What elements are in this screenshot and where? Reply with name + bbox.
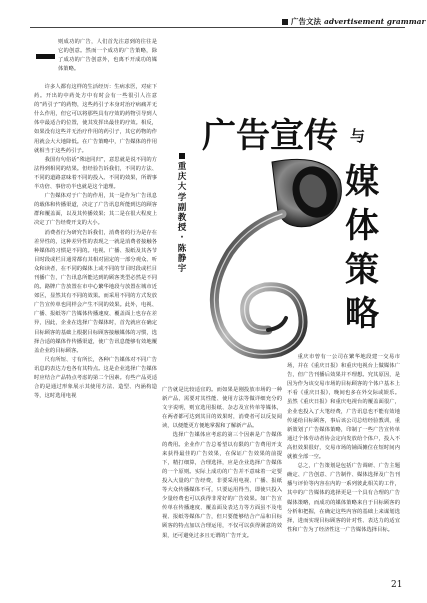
article-column-1 [34, 83, 157, 591]
byline-char: 副 [177, 202, 187, 213]
article-column-2 [162, 386, 282, 591]
paragraph: 选择广告媒体应考虑的第三个因素是广告媒体的费用。企业作广告总希望以有限的广告费用开支来获得最佳的广告效果，在保证广告效果的前提下，精打细算，合理选择，应是企业选择广告媒体的一个原则。实际上成功的广告并不意味着一定要投入大量的广告经费，非要采用电视、广播、报纸等大众传播媒体不可，只要运用得当，即使只投入少量经费也可以获得非常好的广告效果。如广告宣传单在传播速度、覆盖面及表达力等方面虽不及电视、报纸等媒体广告，但只要能够结合产品和目标顾客的特点加以合理运用，不仅可以获得满意的效果，还可避免过多且无谓的广告开支。 [162, 432, 282, 539]
drop-cap-yi [34, 40, 56, 74]
article-column-3 [287, 353, 403, 591]
section-name: 广告文法 [291, 17, 321, 26]
byline-char: 学 [177, 192, 187, 203]
section-header [282, 16, 425, 27]
byline-char: 庆 [177, 172, 187, 183]
header-rule [30, 27, 405, 28]
byline-char: 授 [177, 223, 187, 234]
paragraph: 广告媒体对于广告的作用，其一是作为广告讯息的载体和传播渠道，决定了广告讯息所能到达的顾客群和覆盖面，以及其传播效果；其二是在很大程度上决定了广告经费开支的大小。 [34, 193, 157, 227]
paragraph: 广告就是比较适宜的。而如果是刚投放市场的一种新产品，需要对其性能、使用方法等做详细充分的文字说明，则宜选用报纸、杂志及宣传单等媒体，在两者都可达到其目的效果时，消费者可以反复阅读，以便能更方便地掌握和了解新产品。 [162, 387, 282, 430]
square-bullet-icon [282, 19, 288, 25]
title-char: 略 [345, 294, 379, 334]
paragraph: 我国有句俗话“殊途同归”，意思就是说不同的方法得到相同的结果。但经验告诉我们，不同的方法、不同的道路意味着不同的投入、不同的效果，所谓事半功倍、事倍功半也就是这个道理。 [34, 156, 157, 191]
byline-char: 静 [177, 253, 187, 264]
page-number: 21 [391, 580, 403, 590]
byline-char: 陈 [177, 243, 187, 254]
byline-char: 教 [177, 213, 187, 224]
paragraph: 消费者行为研究告诉我们，消费者的行为是存在差异性的，这种差异性的表现之一就是消费者接触各种媒体的习惯是不同的。电视、广播、报纸及其各节目时段或栏目通常都有其相对固定的一部分观众、听众和读者，在不同的媒体上或不同的节目时段或栏目刊播广告，广告讯息所能达到的顾客类型必然是不同的。路牌广告放置在市中心繁华地段与放置在城市近郊区，显然其有不同的效果。而采用不同的方式发放广告宣传单也同样会产生不同的效果。此外，电视、广播、报纸等广告媒体传播速度、覆盖面上也存在差异，因此，企业在选择广告媒体时，首先就应在确定目标顾客的基础上根据目标顾客接触媒体的习惯，选择合适的媒体作传播渠道，使广告讯息能够有效地覆盖企业的目标顾客。 [34, 229, 157, 354]
article-title-main: 广告宣传 [202, 116, 338, 156]
paragraph: 尺有所短、寸有所长，各种广告媒体对不同广告讯息的表达力也各有其特点。这是企业选择广告媒体时应结合产品特点考虑的第二个因素。有些产品更适合的是通过形象展示其使用方法、造型、内涵构造等，这时选用电视 [34, 356, 157, 400]
paragraph: 总之，广告策划是包括广告调研、广告主题确定、广告创意、广告制作、媒体选择及广告刊播与评价等内容在内的一系列彼此相关的工作，其中的广告媒体的选择更是一个具有合理的广告媒体策略，而成功的媒体策略来自于目标顾客的分析和把握，在确定这些内容的基础上来谋划选择，进而实现目标顾客的针对性、表达力的适宜性和广告为了经济性这一广告媒体选择目标。 [287, 463, 400, 533]
byline-char: 大 [177, 182, 187, 193]
title-char: 策 [345, 250, 379, 290]
paragraph: 许多人都有这样的生活经历：生病求医，对症下药。开出的中药处方中有时会有一些很引人注意的“药引子”的药物，这些药引子本身对治疗病痛并无什么作用，但它可以将那些具有疗效的药物引导到人体中最适合的位置，使其发挥出最佳的疗效。相反，如果没有这些并无治疗作用的药引子，其它药物的作用就会大大地降低。在广告策略中，广告媒体的作用就相当于这些药引子。 [34, 84, 157, 154]
byline-char: · [180, 233, 184, 244]
article-lead: 则成功的广告，人们首先注意到的往往是它的创意。然而一个成功的广告策略，除了成功的广告创意外，也离不开成功的媒体策略。 [58, 39, 157, 73]
paragraph: 重庆市曾有一公司在繁华地段建一交易市场，并在《重庆日报》和重庆电视台上做媒体广告，但广告刊播后效果并不理想。究其原因，是因为作为该交易市场的目标顾客的个体户基本上不看《重庆日报》，晚间也多在外交际或娱乐。虽然《重庆日报》和重庆电视台的覆盖面很广，企业也投入了大笔经费，广告讯息也不能有效地传递给目标顾客，事后该公司总结经验教训，重新策划了广告媒体策略，印制了一些广告宣传单通过个体劳动者协会定向发放给个体户，投入不高但效果很好，交易市场的铺面摊位在短时间内就被全部一空。 [287, 354, 400, 461]
square-bullet-icon [179, 153, 185, 159]
horn-illustration [190, 142, 350, 367]
section-name-en: advertisement grammar [324, 17, 426, 26]
author-byline [176, 153, 188, 274]
title-char: 媒 [345, 162, 379, 202]
article-title-and: 与 [350, 127, 366, 145]
byline-char: 宇 [177, 264, 187, 275]
title-char: 体 [345, 206, 379, 246]
byline-char: 重 [177, 162, 187, 172]
